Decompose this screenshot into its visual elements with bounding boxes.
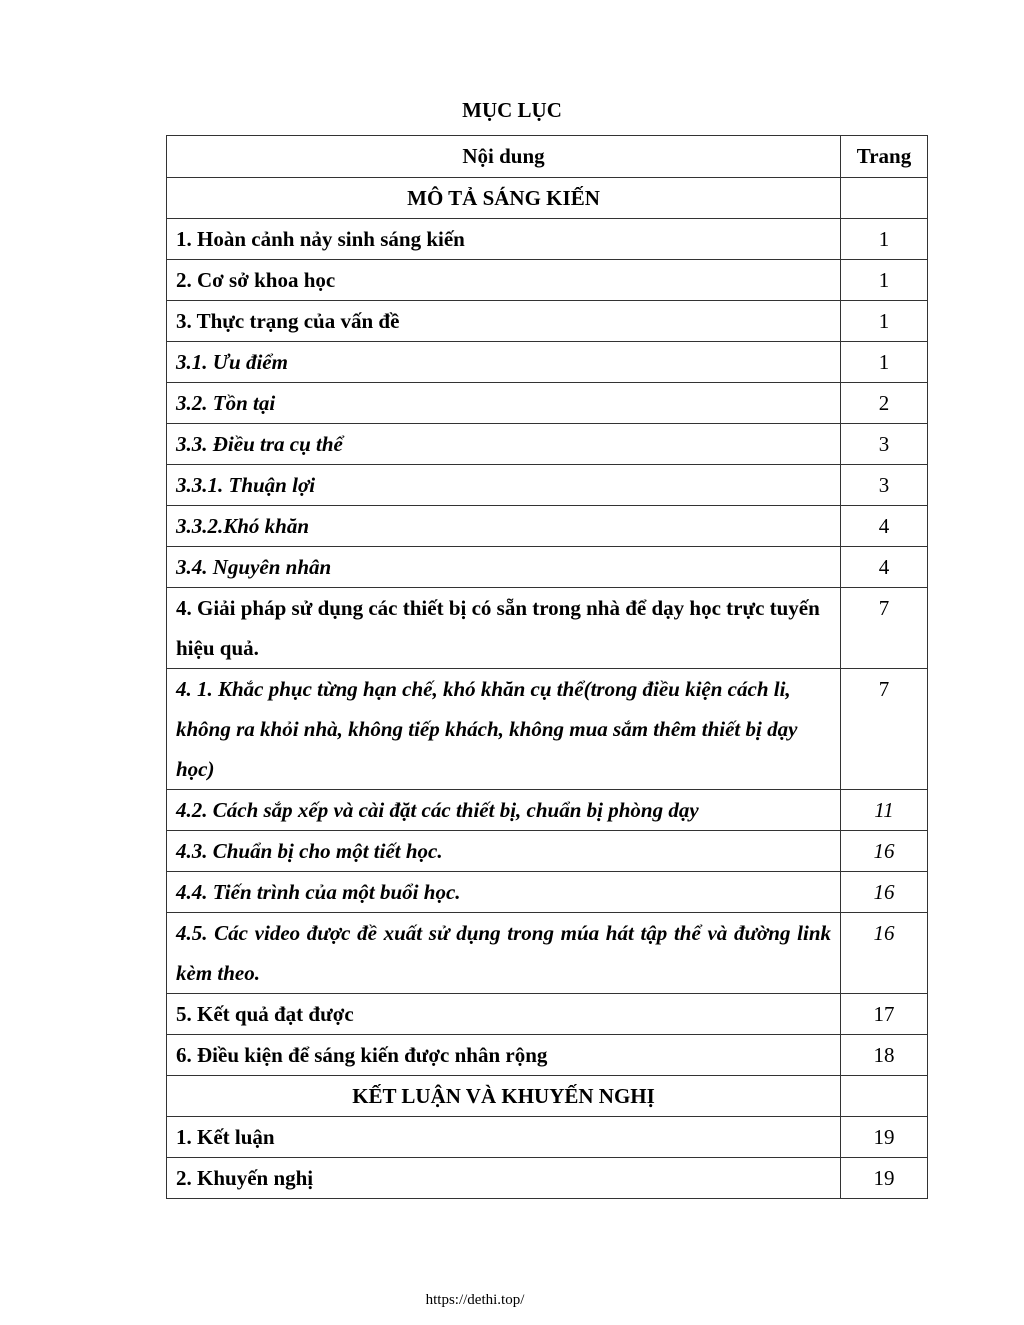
table-row: [167, 913, 928, 994]
entry-text: 4.2. Cách sắp xếp và cài đặt các thiết bị, chuẩn bị phòng dạy: [167, 790, 841, 831]
header-page: Trang: [841, 136, 928, 178]
table-row: [167, 178, 928, 219]
page-number: 7: [841, 669, 928, 790]
table-row: [167, 831, 928, 872]
table-row: [167, 1158, 928, 1199]
table-row: [167, 1117, 928, 1158]
entry-text: 6. Điều kiện để sáng kiến được nhân rộng: [167, 1035, 841, 1076]
entry-text: 4.5. Các video được đề xuất sử dụng trong múa hát tập thể và đường link kèm theo.: [167, 913, 841, 994]
table-row: [167, 994, 928, 1035]
entry-text: 3.3.2.Khó khăn: [167, 506, 841, 547]
entry-text: 3.4. Nguyên nhân: [167, 547, 841, 588]
table-row: [167, 1035, 928, 1076]
table-row: [167, 547, 928, 588]
entry-text: 3.3.1. Thuận lợi: [167, 465, 841, 506]
entry-text: 3.3. Điều tra cụ thể: [167, 424, 841, 465]
page-number: 16: [841, 831, 928, 872]
page-number: 1: [841, 342, 928, 383]
page-number: 19: [841, 1158, 928, 1199]
page-number: 4: [841, 547, 928, 588]
table-row: [167, 506, 928, 547]
page-number: 16: [841, 913, 928, 994]
page-number: 11: [841, 790, 928, 831]
table-of-contents: [166, 135, 928, 1199]
page-number: 1: [841, 219, 928, 260]
table-row: [167, 588, 928, 669]
page-number: 3: [841, 465, 928, 506]
table-row: [167, 342, 928, 383]
page-number: [841, 178, 928, 219]
table-row: [167, 301, 928, 342]
table-header-row: [167, 136, 928, 178]
table-row: [167, 424, 928, 465]
entry-text: 3. Thực trạng của vấn đề: [167, 301, 841, 342]
section-heading: MÔ TẢ SÁNG KIẾN: [167, 178, 841, 219]
page-number: 7: [841, 588, 928, 669]
table-row: [167, 669, 928, 790]
table-row: [167, 465, 928, 506]
page-number: [841, 1076, 928, 1117]
page-number: 16: [841, 872, 928, 913]
table-row: [167, 260, 928, 301]
page-number: 18: [841, 1035, 928, 1076]
page-title: MỤC LỤC: [462, 98, 562, 122]
page-number: 3: [841, 424, 928, 465]
header-content: Nội dung: [167, 136, 841, 178]
table-row: [167, 872, 928, 913]
entry-text: 1. Kết luận: [167, 1117, 841, 1158]
page-number: 1: [841, 301, 928, 342]
page-number: 4: [841, 506, 928, 547]
page-number: 2: [841, 383, 928, 424]
entry-text: 4. 1. Khắc phục từng hạn chế, khó khăn cụ thể(trong điều kiện cách li, không ra khỏi nhà, không tiếp khách, không mua sắm thêm thiết bị dạy học): [167, 669, 841, 790]
table-row: [167, 219, 928, 260]
page-number: 19: [841, 1117, 928, 1158]
page-number: 1: [841, 260, 928, 301]
entry-text: 1. Hoàn cảnh nảy sinh sáng kiến: [167, 219, 841, 260]
entry-text: 4. Giải pháp sử dụng các thiết bị có sẵn trong nhà để dạy học trực tuyến hiệu quả.: [167, 588, 841, 669]
entry-text: 2. Khuyến nghị: [167, 1158, 841, 1199]
table-row: [167, 1076, 928, 1117]
table-row: [167, 383, 928, 424]
entry-text: 4.4. Tiến trình của một buổi học.: [167, 872, 841, 913]
footer-url: https://dethi.top/: [425, 1292, 525, 1308]
page-number: 17: [841, 994, 928, 1035]
section-heading: KẾT LUẬN VÀ KHUYẾN NGHỊ: [167, 1076, 841, 1117]
entry-text: 5. Kết quả đạt được: [167, 994, 841, 1035]
entry-text: 2. Cơ sở khoa học: [167, 260, 841, 301]
entry-text: 4.3. Chuẩn bị cho một tiết học.: [167, 831, 841, 872]
table-row: [167, 790, 928, 831]
entry-text: 3.1. Ưu điểm: [167, 342, 841, 383]
entry-text: 3.2. Tồn tại: [167, 383, 841, 424]
